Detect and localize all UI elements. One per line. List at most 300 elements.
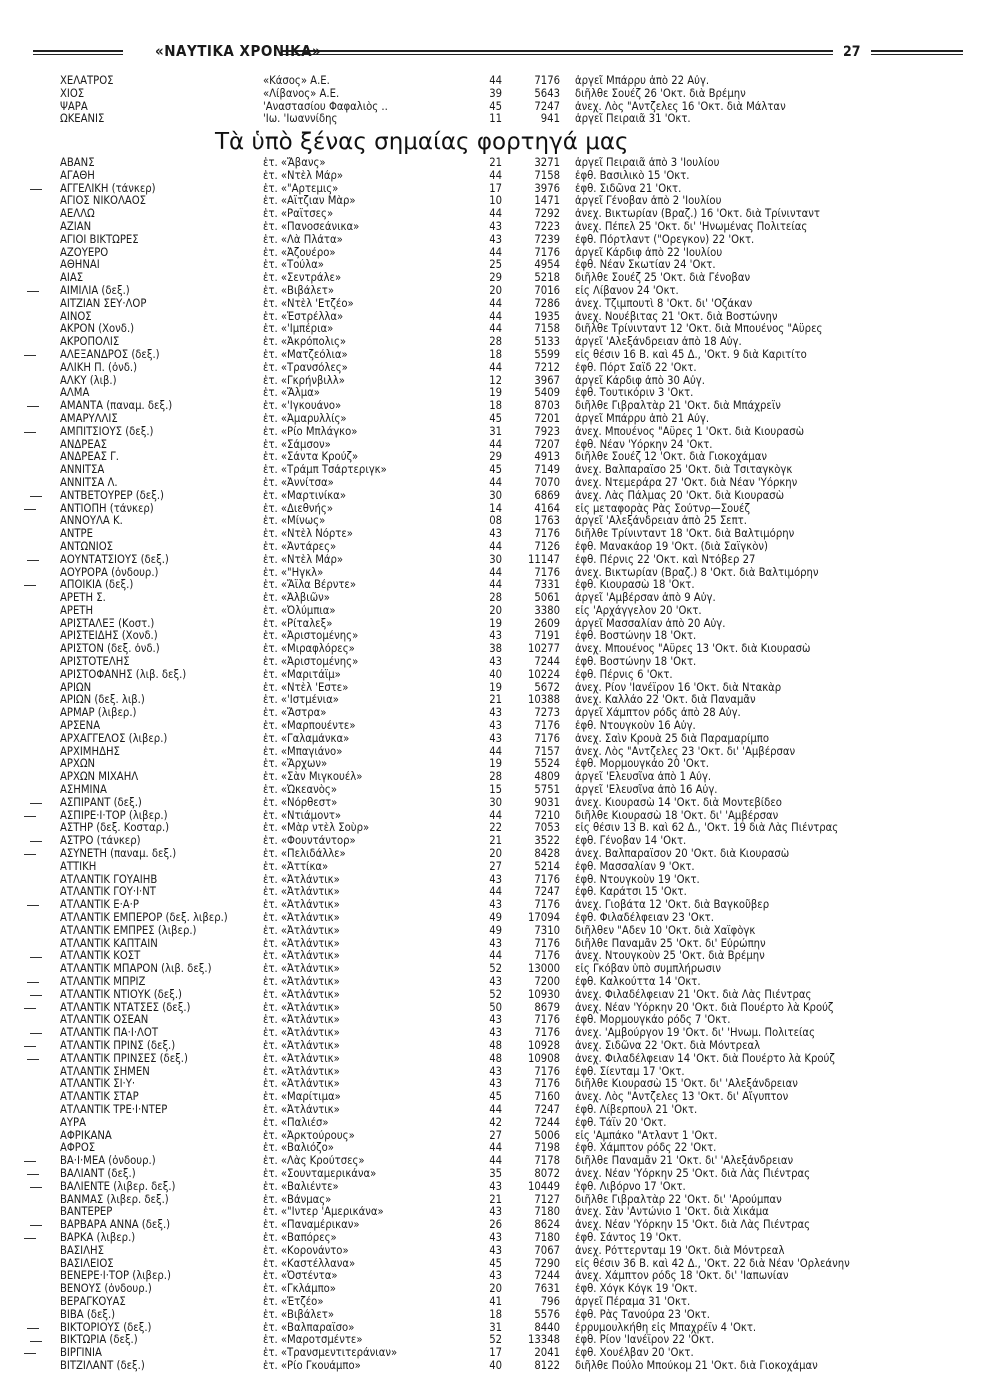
- ship-owner: ἑτ. «Ραΐτσες»: [263, 208, 334, 221]
- ship-status: εἰς 'Αμπάκο "Ατλαντ 1 'Οκτ.: [575, 1129, 718, 1142]
- ship-name: ΒΑΡΒΑΡΑ ΑΝΝΑ (δεξ.): [60, 1219, 171, 1232]
- ship-status: ἀνεχ. Ντουγκοὺν 25 'Οκτ. διὰ Βρέμην: [575, 950, 765, 963]
- ship-status: ἀργεῖ Γένοβαν ἀπὸ 2 'Ιουλίου: [575, 195, 722, 208]
- ship-age: 43: [489, 1206, 502, 1219]
- ship-tonnage: 10908: [527, 1052, 560, 1065]
- ship-row: [60, 528, 965, 541]
- margin-mark: [30, 841, 42, 842]
- ship-tonnage: 8072: [534, 1167, 560, 1180]
- ship-name: ΑΝΤΡΕ: [60, 528, 93, 541]
- ship-name: ΑΤΛΑΝΤΙΚ ΓΟΥ·Ι·ΝΤ: [60, 886, 156, 899]
- ship-status: ἐφθ. Λίβερπουλ 21 'Οκτ.: [575, 1103, 698, 1116]
- ship-row: [60, 1091, 965, 1104]
- ship-owner: ἑτ. «Ἀτλάντικ»: [263, 1078, 340, 1091]
- ship-row: [60, 400, 965, 413]
- ship-age: 43: [489, 1244, 502, 1257]
- ship-status: διῆλθεν "Αδεν 10 'Οκτ. διὰ Χαϊφὸγκ: [575, 924, 756, 937]
- ship-name: ΑΣΤΗΡ (δεξ. Κοσταρ.): [60, 822, 170, 835]
- ship-tonnage: 7310: [534, 924, 560, 937]
- ship-owner: ἑτ. «Βαλπαραΐσο»: [263, 1321, 355, 1334]
- ship-status: ἐφθ. Ντουγκοὺν 16 Αὐγ.: [575, 720, 696, 733]
- ship-owner: ἑτ. «Ἀτλάντικ»: [263, 1065, 340, 1078]
- ship-owner: ἑτ. «Ντὲλ Μάρ»: [263, 553, 344, 566]
- ship-row: [60, 259, 965, 272]
- ship-row: [60, 605, 965, 618]
- ship-row: [60, 101, 965, 114]
- ship-name: ΧΕΛΑΤΡΟΣ: [60, 75, 114, 87]
- ship-owner: ἑτ. «Ἀζουέρο»: [263, 246, 336, 259]
- ship-owner: ἑτ. «Ἄστρα»: [263, 707, 327, 720]
- ship-row: [60, 503, 965, 516]
- ship-status: ἐφθ. Χόγκ Κόγκ 19 'Οκτ.: [575, 1283, 698, 1296]
- ship-owner: ἑτ. «Γκρήνβιλλ»: [263, 374, 345, 387]
- ship-owner: ἑτ. «Νόρθεστ»: [263, 796, 338, 809]
- ship-tonnage: 5672: [534, 681, 560, 694]
- ship-row: [60, 1040, 965, 1053]
- ship-name: ΑΝΔΡΕΑΣ: [60, 438, 107, 451]
- ship-row: [60, 247, 965, 260]
- ship-tonnage: 7176: [534, 566, 560, 579]
- ship-tonnage: 7244: [534, 656, 560, 669]
- ship-age: 42: [489, 1116, 502, 1129]
- ship-name: ΒΑΝΜΑΣ (λιβερ. δεξ.): [60, 1193, 169, 1206]
- ship-status: ἀργεῖ Κάρδιφ ἀπὸ 30 Αὐγ.: [575, 374, 705, 387]
- margin-mark: [30, 496, 42, 497]
- ship-name: ΒΑ·Ι·ΜΕΑ (ὀνδουρ.): [60, 1155, 156, 1168]
- ship-owner: ἑτ. «Διεθνής»: [263, 502, 333, 515]
- ship-tonnage: 13000: [527, 963, 560, 976]
- ship-owner: ἑτ. «Βιβάλετ»: [263, 1308, 335, 1321]
- ship-owner: ἑτ. «Μὰρ ντὲλ Σοὺρ»: [263, 822, 370, 835]
- ship-owner: ἑτ. «Μιραφλόρες»: [263, 643, 355, 656]
- ship-name: ΑΜΑΝΤΑ (παναμ. δεξ.): [60, 400, 173, 413]
- ship-owner: ἑτ. «Ρίο Γκουάμπο»: [263, 1359, 361, 1372]
- ship-age: 43: [489, 1014, 502, 1027]
- ship-status: ἀνεχ. Ρόττερνταμ 19 'Οκτ. διὰ Μόντρεαλ: [575, 1244, 785, 1257]
- ship-owner: ἑτ. «Ἀννίτσα»: [263, 476, 334, 489]
- ship-owner: ἑτ. «Ἄϊλα Βέρντε»: [263, 579, 356, 592]
- ship-age: 48: [489, 1039, 502, 1052]
- ship-age: 10: [489, 195, 502, 208]
- margin-mark: [27, 1328, 39, 1329]
- ship-row: [60, 874, 965, 887]
- ship-name: ΩΚΕΑΝΙΣ: [60, 113, 105, 126]
- ship-age: 43: [489, 873, 502, 886]
- ship-age: 44: [489, 246, 502, 259]
- ship-tonnage: 5576: [534, 1308, 560, 1321]
- ship-name: ΑΤΛΑΝΤΙΚ ΕΜΠΕΡΟΡ (δεξ. λιβερ.): [60, 912, 228, 925]
- ship-row: [60, 899, 965, 912]
- ship-owner: 'Αναστασίου Φαφαλιὸς ..: [263, 100, 388, 113]
- ship-name: ΑΠΟΙΚΙΑ (δεξ.): [60, 579, 134, 592]
- ship-row: [60, 1078, 965, 1091]
- ship-age: 44: [489, 1103, 502, 1116]
- ship-name: ΑΛΜΑ: [60, 387, 90, 400]
- ship-tonnage: 8440: [534, 1321, 560, 1334]
- ship-owner: ἑτ. «Ἀριστομένης»: [263, 630, 359, 643]
- ship-tonnage: 4954: [534, 259, 560, 272]
- ship-tonnage: 7191: [534, 630, 560, 643]
- ship-owner: ἑτ. «Ἀτλάντικ»: [263, 937, 340, 950]
- ship-status: ἐφθ. Ντουγκοὺν 19 'Οκτ.: [575, 873, 700, 886]
- ship-owner: ἑτ. «Ὠκεανὸς»: [263, 784, 337, 797]
- ship-status: ἀνεχ. Λὸς "Αντζελες 16 'Οκτ. διὰ Μάλταν: [575, 100, 786, 113]
- ship-name: ΑΡΙΩΝ: [60, 681, 92, 694]
- ship-status: ἀργεῖ 'Αμβέρσαν ἀπὸ 9 Αὐγ.: [575, 592, 716, 605]
- ship-age: 29: [489, 451, 502, 464]
- ship-age: 44: [489, 950, 502, 963]
- ship-owner: ἑτ. «Ματζεόλια»: [263, 348, 348, 361]
- ship-row: [60, 336, 965, 349]
- ship-name: ΑΤΛΑΝΤΙΚ ΤΡΕ·Ι·ΝΤΕΡ: [60, 1103, 168, 1116]
- ship-age: 44: [489, 809, 502, 822]
- ship-name: ΑΙΜΙΛΙΑ (δεξ.): [60, 284, 130, 297]
- ship-row: [60, 88, 965, 101]
- ship-tonnage: 3976: [534, 182, 560, 195]
- ship-row: [60, 554, 965, 567]
- margin-mark: [24, 1008, 36, 1009]
- ship-name: ΑΝΝΟΥΛΑ Κ.: [60, 515, 123, 528]
- ship-name: ΒΕΝΕΡΕ·Ι·ΤΟΡ (λιβερ.): [60, 1270, 171, 1283]
- ship-owner: ἑτ. «Τούλα»: [263, 259, 324, 272]
- ship-tonnage: 7176: [534, 873, 560, 886]
- margin-mark: [30, 995, 42, 996]
- ship-tonnage: 5751: [534, 784, 560, 797]
- ship-row: [60, 1181, 965, 1194]
- ship-row: [60, 886, 965, 899]
- ship-age: 45: [489, 100, 502, 113]
- ship-row: [60, 1296, 965, 1309]
- ship-status: ἀνεχ. Νέαν 'Υόρκην 20 'Οκτ. διὰ Πουέρτο λὰ Κρούζ: [575, 1001, 834, 1014]
- ship-tonnage: 7016: [534, 284, 560, 297]
- ship-age: 44: [489, 476, 502, 489]
- ship-name: ΒΑΛΙΕΝΤΕ (λιβερ. δεξ.): [60, 1180, 176, 1193]
- ship-age: 28: [489, 592, 502, 605]
- ship-owner: ἑτ. «Ἀτλάντικ»: [263, 912, 340, 925]
- ship-status: ἀνεχ. Φιλαδέλφειαν 21 'Οκτ. διὰ Λὰς Πιέντρας: [575, 988, 812, 1001]
- ship-age: 21: [489, 1193, 502, 1206]
- ship-age: 30: [489, 553, 502, 566]
- ship-name: ΑΡΧΑΓΓΕΛΟΣ (λιβερ.): [60, 732, 168, 745]
- ship-owner: ἑτ. «Γκλάμπο»: [263, 1283, 336, 1296]
- ship-row: [60, 1002, 965, 1015]
- ship-status: εἰς θέσιν 36 Β. καὶ 42 Δ., 'Οκτ. 22 διὰ Νέαν 'Ορλεάνην: [575, 1257, 850, 1270]
- ship-name: ΑΙΤΖΙΑΝ ΣΕΫ·ΛΟΡ: [60, 297, 147, 310]
- ship-row: [60, 797, 965, 810]
- ship-name: ΑΝΝΙΤΣΑ Λ.: [60, 476, 118, 489]
- margin-mark: [27, 291, 39, 292]
- ship-tonnage: 5643: [534, 87, 560, 100]
- ship-age: 44: [489, 323, 502, 336]
- ship-status: διῆλθε Σουέζ 25 'Οκτ. διὰ Γένοβαν: [575, 272, 751, 285]
- ship-age: 27: [489, 860, 502, 873]
- margin-mark: [27, 1059, 39, 1060]
- ship-owner: ἑτ. «Ἀμαρυλλίς»: [263, 412, 347, 425]
- ship-tonnage: 7180: [534, 1206, 560, 1219]
- ship-status: διῆλθε Σουέζ 12 'Οκτ. διὰ Γιοκοχάμαν: [575, 451, 767, 464]
- ship-age: 21: [489, 835, 502, 848]
- ship-name: ΑΡΕΤΗ Σ.: [60, 592, 106, 605]
- ship-age: 43: [489, 1231, 502, 1244]
- ship-row: [60, 1168, 965, 1181]
- ship-row: [60, 848, 965, 861]
- ship-owner: ἑτ. «Μαρίτιμα»: [263, 1091, 341, 1104]
- ship-row: [60, 195, 965, 208]
- ship-status: ἐφθ. Καράτσι 15 'Οκτ.: [575, 886, 687, 899]
- margin-mark: [30, 1225, 42, 1226]
- ship-status: ἀργεῖ 'Ελευσῖνα ἀπὸ 1 Αὐγ.: [575, 771, 712, 784]
- ship-tonnage: 7247: [534, 1103, 560, 1116]
- ship-tonnage: 7070: [534, 476, 560, 489]
- ship-age: 08: [489, 515, 502, 528]
- ship-tonnage: 7273: [534, 707, 560, 720]
- ship-name: ΒΕΡΑΓΚΟΥΑΣ: [60, 1295, 126, 1308]
- ship-tonnage: 2609: [534, 617, 560, 630]
- ship-owner: ἑτ. «Ἀτλάντικ»: [263, 1001, 340, 1014]
- ship-row: [60, 1142, 965, 1155]
- ship-owner: «Κάσος» Α.Ε.: [263, 75, 330, 87]
- ship-owner: ἑτ. «Λὰ Πλάτα»: [263, 233, 343, 246]
- ship-tonnage: 7247: [534, 886, 560, 899]
- ship-status: ἐφθ. Λιβόρνο 17 'Οκτ.: [575, 1180, 686, 1193]
- ship-tonnage: 7286: [534, 297, 560, 310]
- ship-row: [60, 1245, 965, 1258]
- ship-name: ΑΤΛΑΝΤΙΚ ΠΡΙΝΣ (δεξ.): [60, 1039, 176, 1052]
- ship-age: 28: [489, 336, 502, 349]
- ship-row: [60, 950, 965, 963]
- ship-status: ἀργεῖ 'Ελευσῖνα ἀπὸ 16 Αὐγ.: [575, 784, 718, 797]
- ship-name: ΑΓΑΘΗ: [60, 169, 95, 182]
- ship-name: ΑΡΕΤΗ: [60, 604, 94, 617]
- ship-age: 45: [489, 412, 502, 425]
- ship-status: διῆλθε Κιουρασὼ 15 'Οκτ. δι' 'Αλεξάνδρειαν: [575, 1078, 798, 1091]
- header-rule-left: [33, 50, 123, 55]
- ship-status: ἀνεχ. Σαὶν Κρουὰ 25 διὰ Παραμαρίμπο: [575, 732, 770, 745]
- ship-tonnage: 1763: [534, 515, 560, 528]
- ship-owner: ἑτ. «Ἐτζέο»: [263, 1295, 324, 1308]
- ship-status: ἐφθ. Καλκούττα 14 'Οκτ.: [575, 976, 701, 988]
- ship-name: ΑΝΝΙΤΣΑ: [60, 464, 105, 477]
- ship-tonnage: 7180: [534, 1231, 560, 1244]
- ship-status: ἀνεχ. Νέαν 'Υόρκην 25 'Οκτ. διὰ Λὰς Πιέντρας: [575, 1167, 811, 1180]
- ship-tonnage: 7176: [534, 937, 560, 950]
- ship-row: [60, 1270, 965, 1283]
- ship-status: διῆλθε Σουέζ 26 'Οκτ. διὰ Βρέμην: [575, 87, 746, 100]
- ship-tonnage: 7149: [534, 464, 560, 477]
- margin-mark: [30, 1187, 42, 1188]
- ship-row: [60, 515, 965, 528]
- ship-status: ἐφθ. Βοστώνην 18 'Οκτ.: [575, 656, 697, 669]
- ship-status: ἐφθ. Ρὰς Τανούρα 23 'Οκτ.: [575, 1308, 710, 1321]
- ship-age: 43: [489, 528, 502, 541]
- ship-name: ΑΡΙΣΤΟΤΕΛΗΣ: [60, 656, 130, 669]
- ship-status: διῆλθε Γιβραλτὰρ 22 'Οκτ. δι' 'Αρούμπαν: [575, 1193, 782, 1206]
- ship-owner: ἑτ. «Ἀτλάντικ»: [263, 924, 340, 937]
- ship-owner: ἑτ. «Καστέλλανα»: [263, 1257, 356, 1270]
- ship-name: ΑΤΛΑΝΤΙΚ ΜΠΡΙΖ: [60, 976, 146, 988]
- ship-name: ΑΦΡΙΚΑΝΑ: [60, 1129, 112, 1142]
- ship-tonnage: 7207: [534, 438, 560, 451]
- ship-name: ΑΛΕΞΑΝΔΡΟΣ (δεξ.): [60, 348, 160, 361]
- ship-owner: ἑτ. «Ἀτλάντικ»: [263, 1103, 340, 1116]
- ship-owner: ἑτ. «Ἀριστομένης»: [263, 656, 359, 669]
- ship-status: ἀνεχ. Βαλπαραΐσον 20 'Οκτ. διὰ Κιουρασὼ: [575, 848, 790, 861]
- ship-tonnage: 7176: [534, 1078, 560, 1091]
- ship-age: 43: [489, 1065, 502, 1078]
- ship-name: ΑΚΡΟΠΟΛΙΣ: [60, 336, 120, 349]
- ship-age: 40: [489, 1359, 502, 1372]
- ship-age: 43: [489, 1270, 502, 1283]
- ship-owner: ἑτ. «Μίνως»: [263, 515, 326, 528]
- ship-name: ΑΚΡΟΝ (Χονδ.): [60, 323, 135, 336]
- ship-status: ἀργεῖ Μασσαλίαν ἀπὸ 20 Αὐγ.: [575, 617, 726, 630]
- ship-status: ἀνεχ. Νουέβιτας 21 'Οκτ. διὰ Βοστώνην: [575, 310, 778, 323]
- ship-tonnage: 1471: [534, 195, 560, 208]
- margin-mark: [24, 509, 36, 510]
- ship-age: 44: [489, 361, 502, 374]
- ship-owner: ἑτ. «Ἐστρέλλα»: [263, 310, 344, 323]
- margin-mark: [30, 189, 42, 190]
- ship-row: [60, 272, 965, 285]
- ship-status: ἀνεχ. Τζιμπουτὶ 8 'Οκτ. δι' 'Οζάκαν: [575, 297, 753, 310]
- ship-owner: ἑτ. «Ντὲλ 'Εστε»: [263, 681, 349, 694]
- margin-mark: [30, 1341, 42, 1342]
- ship-name: ΑΤΛΑΝΤΙΚ ΝΤΙΟΥΚ (δεξ.): [60, 988, 182, 1001]
- ship-name: ΑΤΛΑΝΤΙΚ ΕΜΠΡΕΣ (λιβερ.): [60, 924, 197, 937]
- ship-row: [60, 758, 965, 771]
- top-ship-list: [60, 75, 965, 126]
- ship-name: ΑΣΤΡΟ (τάνκερ): [60, 835, 141, 848]
- ship-owner: ἑτ. «Μαριτάϊμ»: [263, 668, 341, 681]
- ship-owner: ἑτ. «Βάνμας»: [263, 1193, 332, 1206]
- ship-status: ἐφθ. Μασσαλίαν 9 'Οκτ.: [575, 860, 695, 873]
- ship-age: 12: [489, 374, 502, 387]
- ship-name: ΑΤΛΑΝΤΙΚ ΣΗΜΕΝ: [60, 1065, 150, 1078]
- ship-owner: ἑτ. «Παλιέσ»: [263, 1116, 329, 1129]
- margin-mark: [24, 1353, 36, 1354]
- ship-tonnage: 7176: [534, 720, 560, 733]
- ship-tonnage: 5218: [534, 272, 560, 285]
- ship-name: ΑΤΛΑΝΤΙΚ Ε·Α·Ρ: [60, 899, 139, 912]
- ship-tonnage: 9031: [534, 796, 560, 809]
- ship-owner: ἑτ. «Ἀντάρες»: [263, 540, 337, 553]
- ship-owner: ἑτ. «Ντιάμοντ»: [263, 809, 342, 822]
- ship-age: 27: [489, 1129, 502, 1142]
- ship-name: ΑΝΤΒΕΤΟΥΡΕΡ (δεξ.): [60, 489, 164, 502]
- ship-row: [60, 861, 965, 874]
- ship-tonnage: 7244: [534, 1116, 560, 1129]
- ship-owner: ἑτ. «Ἀτλάντικ»: [263, 1027, 340, 1040]
- ship-status: ἀνεχ. Γιοβάτα 12 'Οκτ. διὰ Βαγκοῦβερ: [575, 899, 770, 912]
- ship-status: ἐφθ. Χουέλβαν 20 'Οκτ.: [575, 1347, 694, 1360]
- ship-status: ἐφθ. Μανακάορ 19 'Οκτ. (διὰ Σαϊγκὸν): [575, 540, 768, 553]
- ship-status: ἀνεχ. Χάμπτον ρόδς 18 'Οκτ. δι' 'Ιαπωνίαν: [575, 1270, 789, 1283]
- ship-name: ΑΤΛΑΝΤΙΚ ΣΙ·Υ·: [60, 1078, 136, 1091]
- ship-status: ἐφθ. Χάμπτον ρόδς 22 'Οκτ.: [575, 1142, 717, 1155]
- ship-tonnage: 11147: [527, 553, 560, 566]
- ship-age: 48: [489, 1052, 502, 1065]
- ship-name: ΑΡΙΣΤΑΛΕΞ (Κοστ.): [60, 617, 155, 630]
- ship-owner: ἑτ. «Μαροτσμέντε»: [263, 1334, 363, 1347]
- ship-status: ἀργεῖ Μπάρρυ ἀπὸ 21 Αὐγ.: [575, 412, 710, 425]
- ship-row: [60, 1155, 965, 1168]
- ship-name: ΑΡΙΣΤΟΦΑΝΗΣ (λιβ. δεξ.): [60, 668, 187, 681]
- ship-status: ἐφθ. Σιδῶνα 21 'Οκτ.: [575, 182, 682, 195]
- ship-row: [60, 1194, 965, 1207]
- ship-owner: ἑτ. «"Ηγκλ»: [263, 566, 324, 579]
- ship-row: [60, 349, 965, 362]
- ship-name: ΑΝΤΙΟΠΗ (τάνκερ): [60, 502, 154, 515]
- ship-name: ΑΒΑΝΣ: [60, 157, 95, 169]
- ship-row: [60, 113, 965, 126]
- ship-name: ΑΣΥΝΕΤΗ (παναμ. δεξ.): [60, 848, 177, 861]
- ship-row: [60, 323, 965, 336]
- ship-tonnage: 7290: [534, 1257, 560, 1270]
- ship-age: 44: [489, 886, 502, 899]
- ship-age: 39: [489, 87, 502, 100]
- ship-row: [60, 822, 965, 835]
- ship-row: [60, 234, 965, 247]
- ship-status: ἀνεχ. Βικτωρίαν (Βραζ.) 8 'Οκτ. διὰ Βαλτιμόρην: [575, 566, 819, 579]
- ship-tonnage: 7201: [534, 412, 560, 425]
- ship-row: [60, 912, 965, 925]
- ship-owner: ἑτ. «Ἀτλάντικ»: [263, 963, 340, 976]
- ship-row: [60, 362, 965, 375]
- ship-tonnage: 6869: [534, 489, 560, 502]
- ship-name: ΑΘΗΝΑΙ: [60, 259, 100, 272]
- ship-row: [60, 1206, 965, 1219]
- ship-name: ΒΑΝΤΕΡΕΡ: [60, 1206, 113, 1219]
- ship-name: ΒΑΡΚΑ (λιβερ.): [60, 1231, 136, 1244]
- ship-row: [60, 490, 965, 503]
- ship-tonnage: 7244: [534, 1270, 560, 1283]
- ship-age: 44: [489, 75, 502, 87]
- ship-owner: ἑτ. «Ὀστέντα»: [263, 1270, 338, 1283]
- ship-name: ΑΡΧΩΝ ΜΙΧΑΗΛ: [60, 771, 139, 784]
- ship-row: [60, 541, 965, 554]
- ship-row: [60, 375, 965, 388]
- ship-tonnage: 7331: [534, 579, 560, 592]
- ship-owner: ἑτ. «Τράμπ Τσάρτεριγκ»: [263, 464, 387, 477]
- ship-age: 22: [489, 822, 502, 835]
- ship-tonnage: 8679: [534, 1001, 560, 1014]
- margin-mark: [27, 560, 39, 561]
- ship-tonnage: 7176: [534, 950, 560, 963]
- ship-status: ἀνεχ. 'Αμβούργον 19 'Οκτ. δι' 'Ηνωμ. Πολιτείας: [575, 1027, 815, 1040]
- ship-age: 28: [489, 771, 502, 784]
- ship-tonnage: 8428: [534, 848, 560, 861]
- ship-age: 43: [489, 720, 502, 733]
- ship-age: 30: [489, 489, 502, 502]
- ship-row: [60, 451, 965, 464]
- ship-tonnage: 7176: [534, 246, 560, 259]
- margin-mark: [24, 432, 36, 433]
- margin-mark: [24, 355, 36, 356]
- ship-owner: ἑτ. «Μαρπουέντε»: [263, 720, 356, 733]
- ship-age: 43: [489, 656, 502, 669]
- ship-name: ΑΛΚΥ (λιβ.): [60, 374, 117, 387]
- ship-tonnage: 7923: [534, 425, 560, 438]
- ship-row: [60, 630, 965, 643]
- ship-age: 49: [489, 924, 502, 937]
- ship-owner: ἑτ. «Ἀτλάντικ»: [263, 950, 340, 963]
- ship-name: ΧΙΟΣ: [60, 87, 85, 100]
- ship-owner: ἑτ. «Μαρτινίκα»: [263, 489, 346, 502]
- margin-mark: [27, 982, 39, 983]
- ship-name: ΨΑΡΑ: [60, 100, 88, 113]
- ship-row: [60, 1104, 965, 1117]
- ship-status: ἐρρυμουλκήθη εἰς Μπαχρέϊν 4 'Οκτ.: [575, 1321, 757, 1334]
